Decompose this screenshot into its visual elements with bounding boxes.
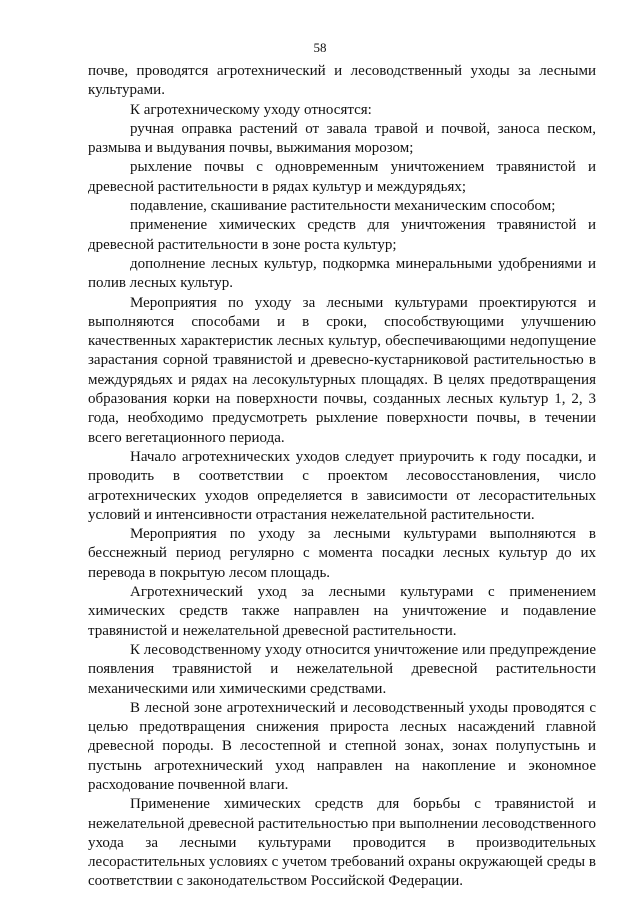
paragraph-chemical-application: Применение химических средств для борьбы с травянистой и нежелательной древесной растительностью при выполнении лесоводственного ухода за лесными культурами проводится в производительных лесорастительных условиях с учетом требований охраны окружающей среды в соответствии с законодательством Российской Федерации. [88, 796, 596, 890]
list-item-mechanical-suppression: подавление, скашивание растительности механическим способом; [130, 198, 556, 215]
page-number: 58 [313, 40, 327, 55]
list-item-supplementing-fertilizing: дополнение лесных культур, подкормка минеральными удобрениями и полив лесных культур. [88, 255, 596, 292]
paragraph-silvicultural-care: К лесоводственному уходу относится уничтожение или предупреждение появления травянистой и нежелательной древесной растительности механическими или химическими средствами. [88, 641, 596, 697]
paragraph-chemical-care: Агротехнический уход за лесными культурами с применением химических средств также направлен на уничтожение и подавление травянистой и нежелательной древесной растительности. [88, 584, 596, 639]
paragraph-care-measures: Мероприятия по уходу за лесными культурами проектируются и выполняются способами и в сроки, способствующими улучшению качественных характеристик лесных культур, обеспечивающими недопущение зарастания сорной травянистой и древесно-кустарниковой растительностью в междурядьях и рядах на лесокультурных площадях. В целях предотвращения образования корки на поверхности почвы, созданных лесных культур 1, 2, 3 года, необходимо предусмотреть рыхление поверхности почвы, в течении всего вегетационного периода. [88, 294, 596, 446]
paragraph-forest-zone: В лесной зоне агротехнический и лесоводственный уходы проводятся с целью предотвращения снижения прироста лесных насаждений главной древесной породы. В лесостепной и степной зонах, зонах полупустынь и пустынь агротехнический уход направлен на накопление и экономное расходование почвенной влаги. [88, 699, 596, 793]
paragraph-snowless-period: Мероприятия по уходу за лесными культурами выполняются в бесснежный период регулярно с момента посадки лесных культур до их перевода в покрытую лесом площадь. [88, 526, 596, 581]
list-item-soil-loosening: рыхление почвы с одновременным уничтожением травянистой и древесной растительности в рядах культур и междурядьях; [88, 159, 596, 195]
paragraph-start-of-care: Начало агротехнических уходов следует приурочить к году посадки, и проводить в соответствии с проектом лесовосстановления, число агротехнических уходов определяется в зависимости от лесорастительных условий и интенсивности отрастания нежелательной растительности. [88, 448, 596, 523]
list-item-chemical-means: применение химических средств для уничтожения травянистой и древесной растительности в зоне роста культур; [88, 217, 596, 253]
paragraph-agrotech-intro: К агротехническому уходу относятся: [130, 101, 372, 118]
list-item-manual-clearing: ручная оправка растений от завала травой и почвой, заноса песком, размыва и выдувания почвы, выжимания морозом; [88, 120, 596, 157]
body-text [88, 62, 596, 892]
paragraph-continuation: почве, проводятся агротехнический и лесоводственный уходы за лесными культурами. [88, 63, 596, 99]
